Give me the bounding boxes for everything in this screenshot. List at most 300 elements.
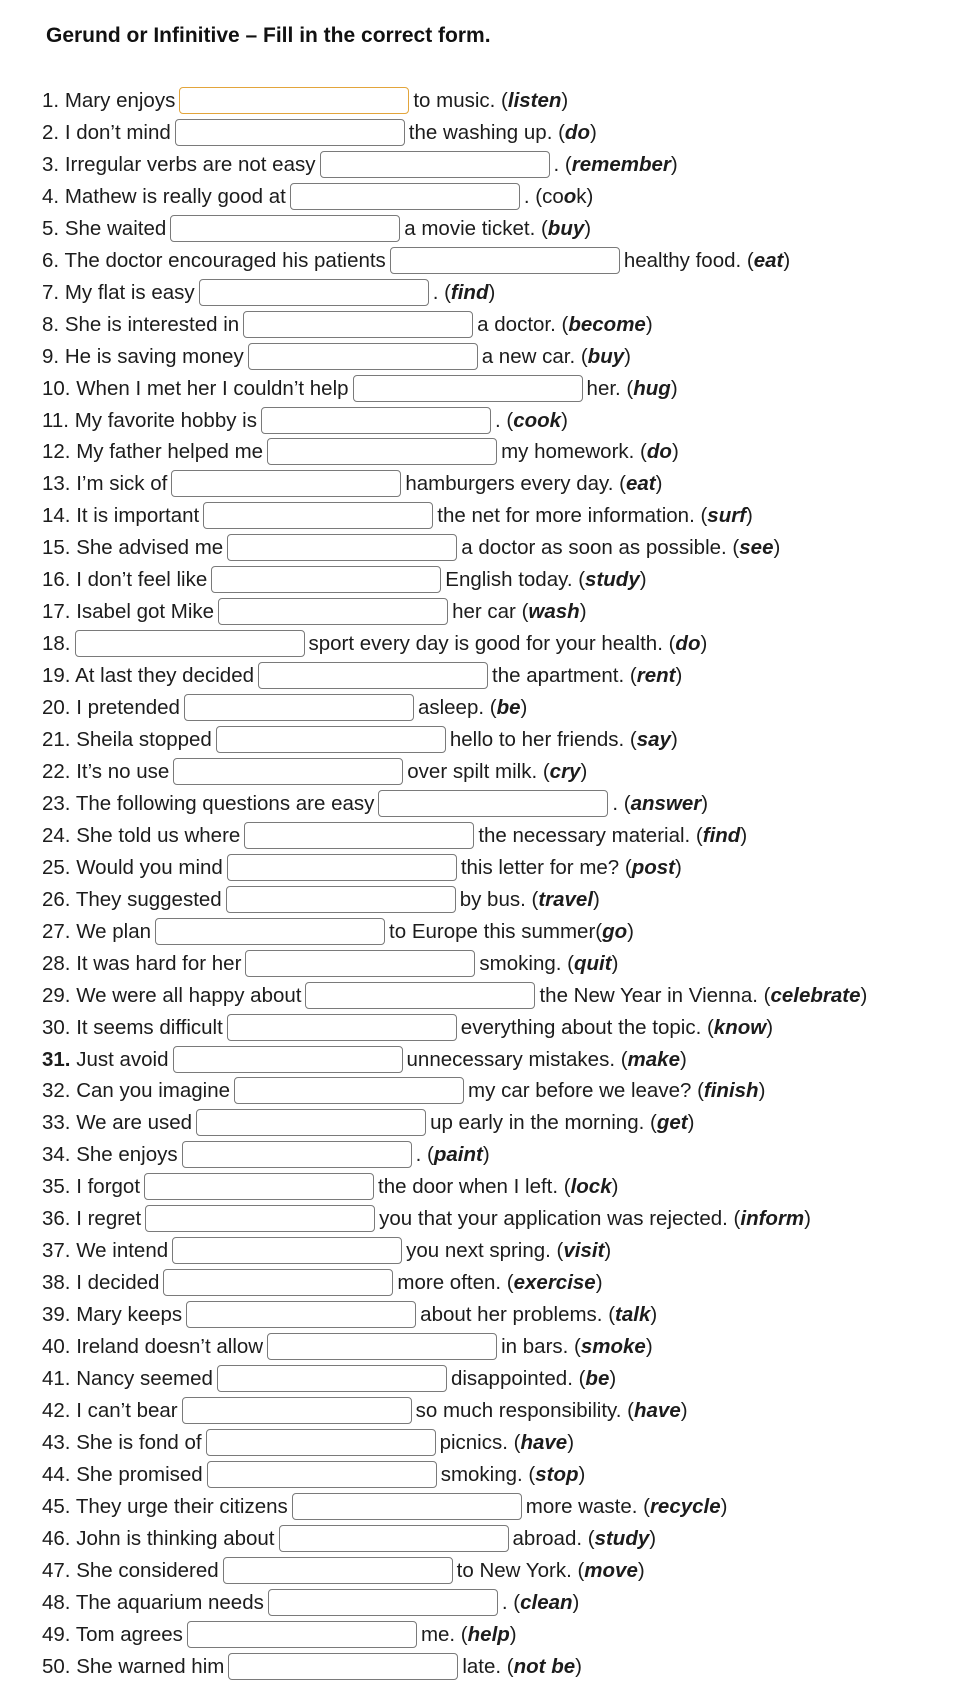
base-verb-hint: go: [602, 919, 628, 943]
answer-input[interactable]: [182, 1397, 412, 1424]
exercise-row: [42, 691, 527, 721]
answer-input[interactable]: [182, 1141, 412, 1168]
exercise-prompt: [42, 664, 254, 689]
exercise-row: [42, 1043, 687, 1073]
answer-input[interactable]: [292, 1493, 522, 1520]
sentence-start: The following questions are easy: [75, 791, 375, 815]
item-number: 35.: [42, 1175, 71, 1199]
item-number: 5.: [42, 216, 60, 240]
base-verb-hint: do: [564, 120, 590, 144]
worksheet-title: Gerund or Infinitive – Fill in the correct form.: [46, 24, 491, 47]
exercise-prompt: [42, 345, 244, 370]
sentence-start: She advised me: [76, 536, 224, 560]
base-verb-hint: have: [520, 1430, 568, 1454]
item-number: 39.: [42, 1303, 71, 1327]
sentence-start: I don’t mind: [64, 120, 171, 144]
sentence-start: We are used: [76, 1111, 193, 1135]
answer-input[interactable]: [196, 1109, 426, 1136]
item-number: 7.: [42, 280, 60, 304]
answer-input[interactable]: [305, 982, 535, 1009]
answer-input[interactable]: [206, 1429, 436, 1456]
item-number: 1.: [42, 89, 60, 112]
sentence-end-text: . (: [415, 1143, 434, 1167]
item-number: 11.: [42, 408, 69, 432]
item-number: 44.: [42, 1462, 71, 1486]
sentence-end-text: up early in the morning. (: [430, 1111, 657, 1135]
sentence-end: [492, 664, 682, 689]
sentence-start: She waited: [64, 216, 167, 240]
sentence-end: [418, 696, 527, 721]
sentence-end-text: healthy food. (: [623, 248, 754, 272]
exercise-row: [42, 276, 495, 306]
sentence-start: She enjoys: [76, 1143, 178, 1167]
base-verb-hint: wash: [528, 600, 580, 624]
exercise-row: [42, 1650, 582, 1680]
exercise-prompt: [42, 600, 214, 625]
answer-input[interactable]: [145, 1205, 375, 1232]
sentence-start: She is interested in: [64, 312, 240, 336]
sentence-end: [389, 920, 634, 945]
exercise-prompt: [42, 1016, 223, 1041]
exercise-prompt: [42, 1623, 183, 1648]
answer-input[interactable]: [172, 1237, 402, 1264]
answer-input[interactable]: [187, 1621, 417, 1648]
sentence-end-text: a new car. (: [481, 344, 588, 368]
exercise-row: [42, 947, 618, 977]
item-number: 40.: [42, 1335, 71, 1359]
exercise-row: [42, 84, 568, 114]
sentence-end-text: abroad. (: [512, 1526, 595, 1550]
sentence-end-text: over spilt milk. (: [407, 759, 550, 783]
sentence-end-text: everything about the topic. (: [460, 1015, 714, 1039]
exercise-row: [42, 467, 662, 497]
sentence-end-suffix: ): [650, 1303, 658, 1327]
exercise-prompt: [42, 1111, 192, 1136]
base-verb-hint: remember: [571, 152, 671, 176]
sentence-end: [416, 1143, 490, 1168]
sentence-end-suffix: ): [860, 983, 868, 1007]
exercise-row: [42, 787, 708, 817]
sentence-end: [440, 1431, 574, 1456]
base-verb-hint: hug: [633, 376, 671, 400]
base-verb-hint: listen: [507, 89, 562, 112]
sentence-end: [413, 89, 568, 114]
sentence-end-suffix: ): [758, 1079, 766, 1103]
base-verb-hint: say: [636, 728, 671, 751]
answer-input[interactable]: [203, 502, 433, 529]
sentence-end-text: her car (: [452, 600, 529, 624]
exercise-prompt: [42, 504, 199, 529]
base-verb-hint: visit: [563, 1239, 605, 1263]
sentence-end-suffix: ): [671, 440, 679, 464]
exercise-row: [42, 915, 634, 945]
answer-input[interactable]: [171, 470, 401, 497]
sentence-end-text: the New Year in Vienna. (: [539, 983, 771, 1007]
item-number: 15.: [42, 536, 71, 560]
sentence-end-text: a doctor as soon as possible. (: [461, 536, 740, 560]
answer-input[interactable]: [226, 886, 456, 913]
sentence-end-text: a movie ticket. (: [404, 216, 548, 240]
item-number: 23.: [42, 791, 71, 815]
exercise-prompt: [42, 1655, 224, 1680]
sentence-start: When I met her I couldn’t help: [76, 376, 349, 400]
answer-input[interactable]: [223, 1557, 453, 1584]
answer-input[interactable]: [217, 1365, 447, 1392]
answer-input[interactable]: [75, 630, 305, 657]
item-number: 21.: [42, 728, 71, 751]
sentence-start: Mary enjoys: [64, 89, 176, 112]
exercise-row: [42, 1234, 611, 1264]
exercise-prompt: [42, 632, 71, 657]
answer-input[interactable]: [243, 311, 473, 338]
sentence-end-text: to music. (: [413, 89, 508, 112]
answer-input[interactable]: [175, 119, 405, 146]
sentence-end: [461, 856, 682, 881]
item-number: 18.: [42, 632, 71, 656]
sentence-end-suffix: ): [649, 1526, 657, 1550]
exercise-prompt: [42, 409, 257, 434]
answer-input[interactable]: [290, 183, 520, 210]
base-verb-hint: help: [467, 1622, 510, 1646]
exercise-row: [42, 979, 867, 1009]
base-verb-hint: cry: [549, 759, 581, 783]
exercise-row: [42, 404, 568, 434]
sentence-end-text: this letter for me? (: [460, 855, 632, 879]
sentence-end-suffix: ): [604, 1239, 612, 1263]
answer-input[interactable]: [320, 151, 550, 178]
base-verb-hint: clean: [520, 1590, 573, 1614]
answer-input[interactable]: [390, 247, 620, 274]
item-number: 25.: [42, 855, 71, 879]
sentence-start: They suggested: [75, 887, 222, 911]
base-verb-hint: exercise: [513, 1271, 596, 1295]
sentence-end-text: . (: [501, 1590, 521, 1614]
item-number: 2.: [42, 120, 60, 144]
sentence-end-suffix: ): [611, 1175, 619, 1199]
answer-input[interactable]: [207, 1461, 437, 1488]
sentence-end-suffix: ): [589, 120, 597, 144]
sentence-end-suffix: ): [488, 280, 496, 304]
answer-input[interactable]: [267, 1333, 497, 1360]
answer-input[interactable]: [216, 726, 446, 753]
exercise-row: [42, 308, 653, 338]
sentence-end: [406, 1239, 611, 1264]
sentence-end-suffix: ): [575, 1654, 582, 1678]
answer-input[interactable]: [184, 694, 414, 721]
exercise-row: [42, 851, 682, 881]
item-number: 43.: [42, 1430, 71, 1454]
sentence-end-suffix: ): [670, 728, 678, 751]
exercise-row: [42, 595, 587, 625]
sentence-end: [461, 536, 780, 561]
exercise-prompt: [42, 472, 167, 497]
sentence-start: I can’t bear: [76, 1398, 178, 1422]
sentence-end-text: about her problems. (: [420, 1303, 616, 1327]
answer-input[interactable]: [234, 1077, 464, 1104]
answer-input[interactable]: [353, 375, 583, 402]
sentence-end: [379, 1207, 811, 1232]
exercise-row: [42, 627, 707, 657]
sentence-end: [477, 313, 652, 338]
exercise-row: [42, 372, 678, 402]
sentence-end-text: . (co: [523, 184, 564, 208]
sentence-end: [501, 440, 679, 465]
exercise-prompt: [42, 888, 222, 913]
exercise-row: [42, 1298, 657, 1328]
exercise-prompt: [42, 1048, 169, 1073]
exercise-row: [42, 1394, 688, 1424]
answer-input[interactable]: [261, 407, 491, 434]
sentence-end: [502, 1591, 579, 1616]
sentence-end-text: asleep. (: [417, 696, 497, 720]
base-verb-hint: buy: [587, 344, 625, 368]
answer-input[interactable]: [144, 1173, 374, 1200]
sentence-end: [441, 1463, 586, 1488]
exercise-prompt: [42, 89, 175, 114]
answer-input[interactable]: [279, 1525, 509, 1552]
answer-input[interactable]: [267, 438, 497, 465]
base-verb-hint: finish: [703, 1079, 759, 1103]
sentence-end-suffix: ): [624, 344, 631, 368]
item-number: 9.: [42, 344, 60, 368]
base-verb-hint: rent: [636, 664, 676, 688]
item-number: 22.: [42, 759, 71, 783]
exercise-prompt: [42, 1431, 202, 1456]
sentence-start: She considered: [76, 1558, 219, 1582]
exercise-prompt: [42, 1175, 140, 1200]
base-verb-hint: lock: [570, 1175, 612, 1199]
answer-input[interactable]: [186, 1301, 416, 1328]
exercise-prompt: [42, 568, 207, 593]
sentence-start: She promised: [76, 1462, 203, 1486]
item-number: 16.: [42, 568, 71, 592]
base-verb-hint: get: [656, 1111, 688, 1135]
sentence-end-text: her. (: [586, 376, 634, 400]
sentence-start: It seems difficult: [76, 1015, 223, 1039]
item-number: 10.: [42, 376, 71, 400]
exercise-prompt: [42, 824, 240, 849]
exercise-row: [42, 1011, 773, 1041]
item-number: 47.: [42, 1558, 71, 1582]
base-verb-hint: smoke: [580, 1335, 646, 1359]
sentence-start: Just avoid: [76, 1047, 169, 1071]
sentence-start: Tom agrees: [75, 1622, 183, 1646]
item-number: 8.: [42, 312, 60, 336]
sentence-end-suffix: ): [572, 1590, 580, 1614]
sentence-end-suffix: ): [766, 1015, 774, 1039]
base-verb-hint: talk: [615, 1303, 651, 1327]
base-verb-hint: inform: [740, 1207, 805, 1231]
answer-input[interactable]: [258, 662, 488, 689]
sentence-end-text: you that your application was rejected. (: [379, 1207, 741, 1231]
exercise-row: [42, 563, 647, 593]
item-number: 26.: [42, 887, 71, 911]
exercise-row: [42, 1138, 490, 1168]
sentence-end: [407, 1048, 687, 1073]
base-verb-hint: celebrate: [770, 983, 861, 1007]
answer-input[interactable]: [244, 822, 474, 849]
sentence-end-suffix: ): [746, 504, 753, 528]
base-verb-hint: cook: [513, 408, 562, 432]
exercise-prompt: [42, 1399, 178, 1424]
item-number: 45.: [42, 1494, 71, 1518]
base-verb-hint: buy: [547, 216, 585, 240]
sentence-end-text: my homework. (: [501, 440, 647, 464]
item-number: 36.: [42, 1207, 71, 1231]
exercise-prompt: [42, 760, 169, 785]
exercise-prompt: [42, 952, 241, 977]
exercise-row: [42, 1362, 616, 1392]
sentence-start: She warned him: [76, 1654, 225, 1678]
base-verb-hint: do: [675, 632, 701, 656]
base-verb-hint: do: [646, 440, 672, 464]
item-number: 34.: [42, 1143, 71, 1167]
item-number: 38.: [42, 1271, 71, 1295]
answer-input[interactable]: [227, 1014, 457, 1041]
sentence-start: I forgot: [76, 1175, 141, 1199]
sentence-end-text: late. (: [462, 1654, 514, 1678]
sentence-end: [554, 153, 678, 178]
base-verb-hint: know: [713, 1015, 767, 1039]
sentence-start: Sheila stopped: [76, 728, 212, 751]
exercise-row: [42, 1618, 517, 1648]
base-verb-hint: study: [594, 1526, 650, 1550]
item-number: 24.: [42, 823, 71, 847]
exercise-row: [42, 244, 790, 274]
exercise-row: [42, 659, 682, 689]
sentence-start: I don’t feel like: [76, 568, 208, 592]
answer-input[interactable]: [268, 1589, 498, 1616]
sentence-start: Would you mind: [76, 855, 223, 879]
sentence-end: [378, 1175, 618, 1200]
answer-input[interactable]: [170, 215, 400, 242]
sentence-end-text: . (: [553, 152, 572, 176]
sentence-end: [450, 728, 678, 753]
sentence-end: [452, 600, 586, 625]
sentence-end: [479, 952, 618, 977]
base-verb-hint: paint: [433, 1143, 483, 1167]
answer-input[interactable]: [245, 950, 475, 977]
item-number: 19.: [42, 664, 71, 688]
sentence-end-suffix: ): [773, 536, 781, 560]
sentence-end-text: more often. (: [397, 1271, 514, 1295]
base-verb-hint: eat: [753, 248, 784, 272]
item-number: 27.: [42, 919, 71, 943]
sentence-end: [460, 888, 600, 913]
exercise-row: [42, 1330, 653, 1360]
answer-input[interactable]: [163, 1269, 393, 1296]
sentence-end-suffix: ): [804, 1207, 811, 1231]
exercise-row: [42, 1458, 585, 1488]
exercise-row: [42, 1170, 618, 1200]
base-verb-hint: eat: [625, 472, 656, 496]
answer-input[interactable]: [218, 598, 448, 625]
answer-input[interactable]: [228, 1653, 458, 1680]
item-number: 33.: [42, 1111, 71, 1135]
sentence-end-text: me. (: [420, 1622, 468, 1646]
sentence-end: [495, 409, 568, 434]
sentence-end-suffix: ): [675, 664, 683, 688]
answer-input[interactable]: [227, 854, 457, 881]
answer-input[interactable]: [155, 918, 385, 945]
base-verb-hint: quit: [573, 951, 612, 975]
sentence-start: Mathew is really good at: [64, 184, 286, 208]
sentence-end: [420, 1303, 657, 1328]
exercise-row: [42, 1490, 727, 1520]
exercise-prompt: [42, 1591, 264, 1616]
answer-input[interactable]: [211, 566, 441, 593]
answer-input[interactable]: [173, 1046, 403, 1073]
sentence-end-suffix: ): [520, 696, 528, 720]
item-number: 20.: [42, 696, 71, 720]
sentence-end-suffix: ): [593, 887, 600, 911]
sentence-end: [624, 249, 790, 274]
sentence-end-suffix: ): [580, 759, 588, 783]
exercise-prompt: [42, 1239, 168, 1264]
base-verb-hint: have: [634, 1398, 681, 1422]
sentence-end: [513, 1527, 657, 1552]
base-verb-hint: surf: [707, 504, 747, 528]
sentence-end-text: a doctor. (: [477, 312, 569, 336]
exercise-prompt: [42, 377, 349, 402]
sentence-start: My flat is easy: [64, 280, 195, 304]
answer-input[interactable]: [378, 790, 608, 817]
exercise-prompt: [42, 217, 166, 242]
exercise-row: [42, 499, 753, 529]
exercise-prompt: [42, 1527, 275, 1552]
sentence-end-suffix: ): [482, 1143, 490, 1167]
exercise-prompt: [42, 728, 212, 753]
sentence-start: She is fond of: [76, 1430, 202, 1454]
answer-input[interactable]: [199, 279, 429, 306]
exercise-prompt: [42, 313, 239, 338]
exercise-prompt: [42, 1303, 182, 1328]
item-number: 13.: [42, 472, 71, 496]
sentence-end: [478, 824, 747, 849]
answer-input[interactable]: [173, 758, 403, 785]
sentence-end-text: the net for more information. (: [437, 504, 708, 528]
exercise-prompt: [42, 792, 374, 817]
sentence-end-suffix: ): [679, 1047, 687, 1071]
sentence-end: [437, 504, 753, 529]
sentence-end-suffix: k): [576, 184, 594, 208]
base-verb-hint: stop: [535, 1462, 579, 1486]
exercise-row: [42, 180, 593, 210]
item-number: 42.: [42, 1398, 71, 1422]
sentence-end-suffix: ): [561, 89, 569, 112]
item-number: 3.: [42, 152, 60, 176]
sentence-start: It is important: [76, 504, 200, 528]
sentence-start: It’s no use: [76, 759, 170, 783]
sentence-start: Isabel got Mike: [76, 600, 215, 624]
sentence-end-suffix: ): [740, 823, 748, 847]
sentence-start: My favorite hobby is: [74, 408, 257, 432]
answer-input[interactable]: [248, 343, 478, 370]
sentence-end-suffix: ): [655, 472, 663, 496]
base-verb-hint: make: [627, 1047, 680, 1071]
answer-input[interactable]: [227, 534, 457, 561]
sentence-start: She told us where: [76, 823, 241, 847]
sentence-end-text: . (: [495, 408, 514, 432]
exercise-prompt: [42, 153, 316, 178]
item-number: 30.: [42, 1015, 71, 1039]
sentence-start: Nancy seemed: [76, 1367, 213, 1390]
item-number: 29.: [42, 983, 71, 1007]
answer-input[interactable]: [179, 87, 409, 114]
sentence-end: [451, 1367, 616, 1392]
sentence-end-suffix: ): [609, 1367, 617, 1390]
sentence-end-text: more waste. (: [525, 1494, 650, 1518]
